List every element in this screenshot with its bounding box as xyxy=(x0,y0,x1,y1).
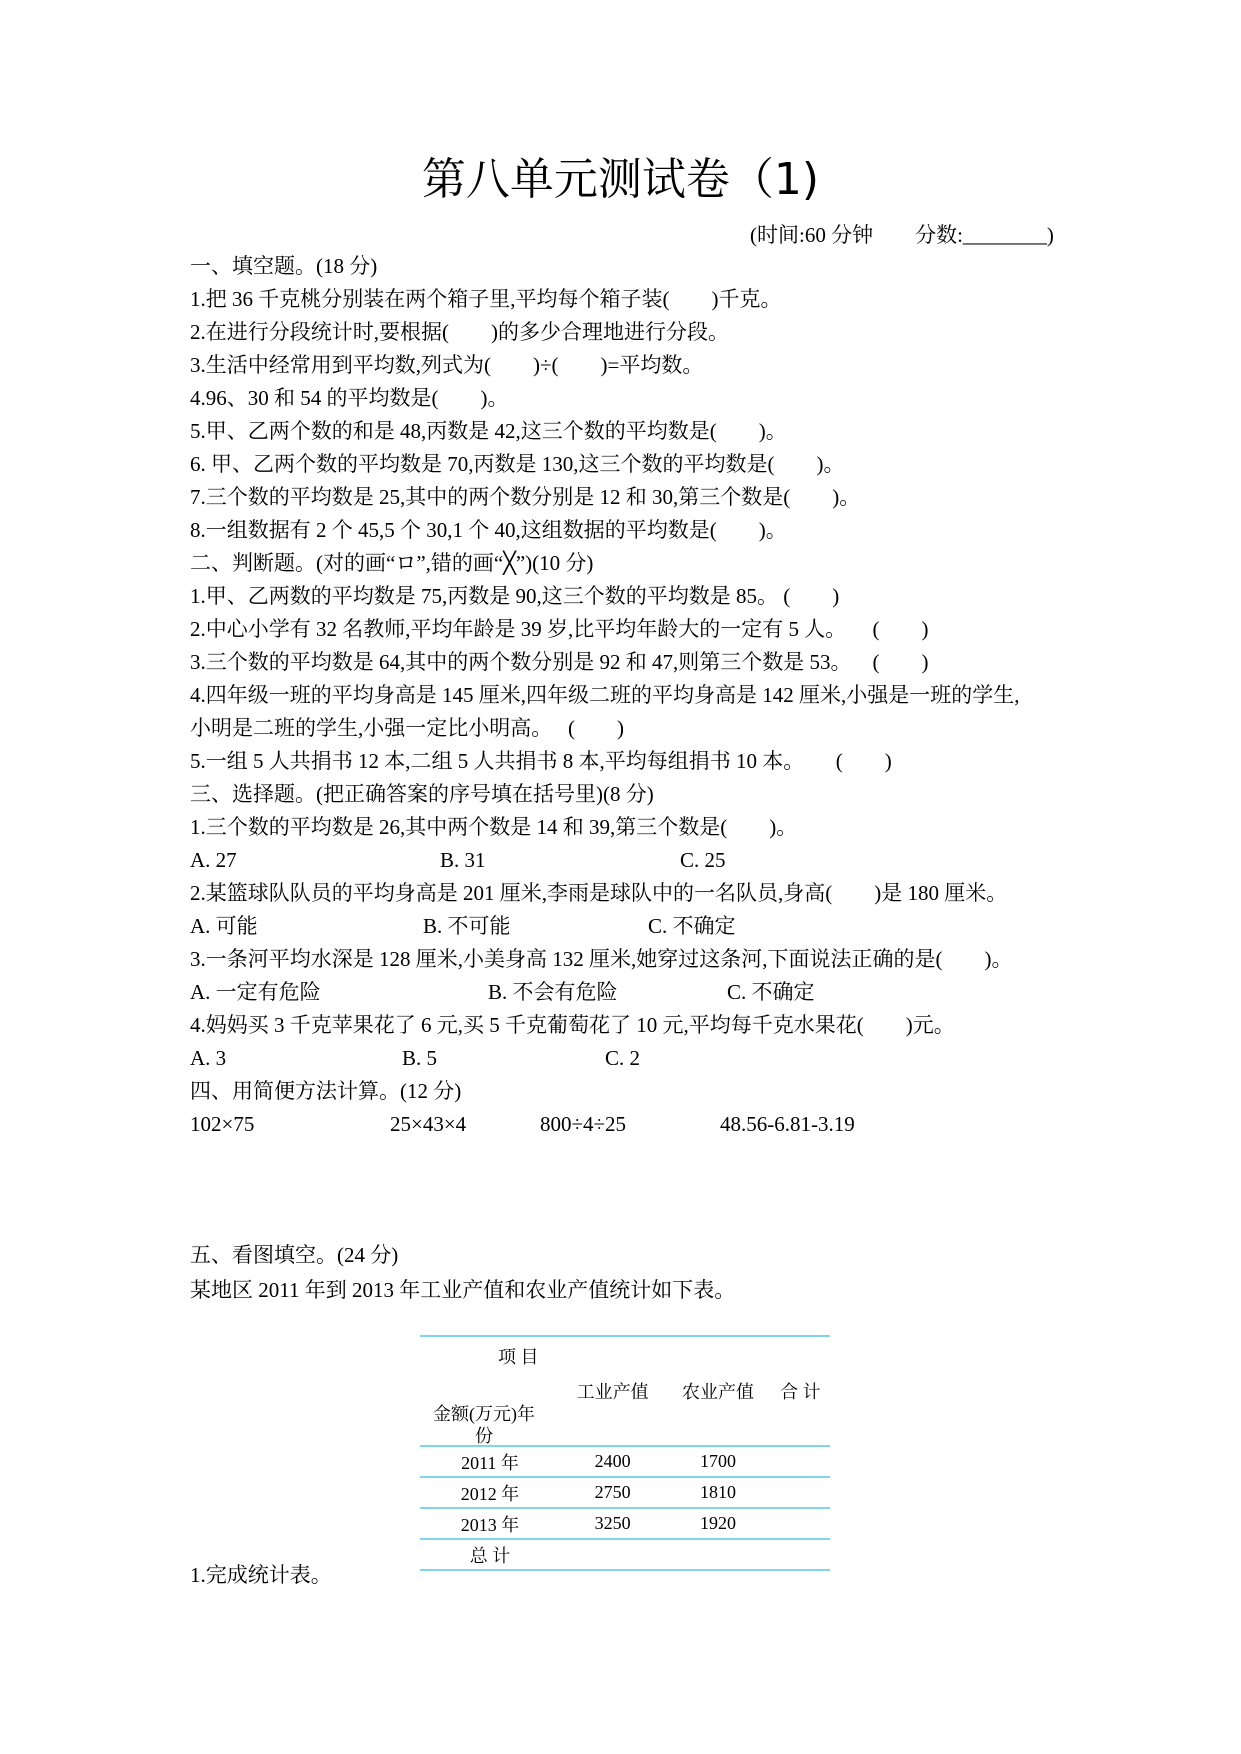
column-header-total: 合 计 xyxy=(780,1382,821,1402)
page-title: 第八单元测试卷（1) xyxy=(421,154,820,205)
header-amount-year-label: 金额(万元)年份 xyxy=(433,1404,535,1446)
q2-option-c: C. 不确定 xyxy=(648,914,736,938)
question-1-6: 6. 甲、乙两个数的平均数是 70,丙数是 130,这三个数的平均数是( )。 xyxy=(190,452,845,476)
question-3-4: 4.妈妈买 3 千克苹果花了 6 元,买 5 千克葡萄花了 10 元,平均每千克水果花( )元。 xyxy=(190,1013,955,1037)
q4-option-c: C. 2 xyxy=(605,1046,641,1070)
row-year: 2011 年 xyxy=(461,1452,519,1473)
calc-expression-1: 102×75 xyxy=(190,1112,255,1136)
section-5-heading: 五、看图填空。(24 分) xyxy=(190,1243,399,1267)
table-total-row xyxy=(420,1539,830,1570)
total-agriculture xyxy=(665,1539,770,1570)
q4-option-a: A. 3 xyxy=(190,1046,227,1070)
table-row xyxy=(420,1508,830,1539)
row-agriculture: 1810 xyxy=(700,1482,737,1502)
total-label: 总 计 xyxy=(469,1545,511,1566)
row-agriculture: 1920 xyxy=(700,1513,737,1533)
table-row xyxy=(420,1446,830,1477)
q2-option-a: A. 可能 xyxy=(190,914,258,938)
calc-expression-3: 800÷4÷25 xyxy=(540,1112,627,1136)
table-corner-header xyxy=(420,1336,560,1446)
column-header-agriculture: 农业产值 xyxy=(682,1382,755,1402)
section-4-heading: 四、用简便方法计算。(12 分) xyxy=(190,1079,462,1103)
row-industry: 2750 xyxy=(594,1482,631,1502)
column-header-industry: 工业产值 xyxy=(576,1382,649,1402)
question-1-2: 2.在进行分段统计时,要根据( )的多少合理地进行分段。 xyxy=(190,320,729,344)
section-2-heading: 二、判断题。(对的画“ロ”,错的画“╳”)(10 分) xyxy=(190,551,594,575)
question-3-2: 2.某篮球队队员的平均身高是 201 厘米,李雨是球队中的一名队员,身高( )是 180 厘米。 xyxy=(190,881,1008,905)
question-1-3: 3.生活中经常用到平均数,列式为( )÷( )=平均数。 xyxy=(190,353,704,377)
calc-expression-4: 48.56-6.81-3.19 xyxy=(720,1112,855,1136)
row-year: 2013 年 xyxy=(460,1514,520,1535)
question-2-3: 3.三个数的平均数是 64,其中的两个数分别是 92 和 47,则第三个数是 53。 ( ) xyxy=(190,650,929,674)
row-total xyxy=(771,1508,830,1539)
q1-option-a: A. 27 xyxy=(190,848,237,872)
question-1-5: 5.甲、乙两个数的和是 48,丙数是 42,这三个数的平均数是( )。 xyxy=(190,419,787,443)
question-3-3: 3.一条河平均水深是 128 厘米,小美身高 132 厘米,她穿过这条河,下面说法正确的是( )。 xyxy=(190,947,1013,971)
q3-option-c: C. 不确定 xyxy=(727,980,815,1004)
row-total xyxy=(771,1446,830,1477)
q3-option-b: B. 不会有危险 xyxy=(488,980,618,1004)
section-3-heading: 三、选择题。(把正确答案的序号填在括号里)(8 分) xyxy=(190,782,654,806)
question-2-1: 1.甲、乙两数的平均数是 75,丙数是 90,这三个数的平均数是 85。 ( ) xyxy=(190,584,840,608)
question-2-4-cont: 小明是二班的学生,小强一定比小明高。 ( ) xyxy=(190,716,624,740)
total-industry xyxy=(560,1539,665,1570)
question-1-7: 7.三个数的平均数是 25,其中的两个数分别是 12 和 30,第三个数是( )。 xyxy=(190,485,861,509)
row-industry: 2400 xyxy=(594,1451,631,1471)
question-3-1: 1.三个数的平均数是 26,其中两个数是 14 和 39,第三个数是( )。 xyxy=(190,815,798,839)
question-1-8: 8.一组数据有 2 个 45,5 个 30,1 个 40,这组数据的平均数是( )。 xyxy=(190,518,787,542)
time-score-line: (时间:60 分钟 分数:________) xyxy=(750,223,1054,247)
question-2-4: 4.四年级一班的平均身高是 145 厘米,四年级二班的平均身高是 142 厘米,小强是一班的学生, xyxy=(190,683,1020,707)
q1-option-b: B. 31 xyxy=(440,848,486,872)
q3-option-a: A. 一定有危险 xyxy=(190,980,321,1004)
row-industry: 3250 xyxy=(594,1513,631,1533)
table-header-row xyxy=(420,1336,830,1446)
question-5-1: 1.完成统计表。 xyxy=(190,1563,332,1587)
q4-option-b: B. 5 xyxy=(402,1046,438,1070)
total-sum xyxy=(771,1539,830,1570)
row-total xyxy=(771,1477,830,1508)
question-1-1: 1.把 36 千克桃分别装在两个箱子里,平均每个箱子装( )千克。 xyxy=(190,287,782,311)
question-2-2: 2.中心小学有 32 名教师,平均年龄是 39 岁,比平均年龄大的一定有 5 人。 ( ) xyxy=(190,617,929,641)
q2-option-b: B. 不可能 xyxy=(423,914,511,938)
statistics-table xyxy=(420,1335,830,1571)
header-item-label: 项 目 xyxy=(498,1347,539,1367)
question-2-5: 5.一组 5 人共捐书 12 本,二组 5 人共捐书 8 本,平均每组捐书 10 本。 ( ) xyxy=(190,749,892,773)
row-year: 2012 年 xyxy=(460,1483,520,1504)
table-row xyxy=(420,1477,830,1508)
section-5-intro: 某地区 2011 年到 2013 年工业产值和农业产值统计如下表。 xyxy=(190,1278,736,1302)
calc-expression-2: 25×43×4 xyxy=(390,1112,467,1136)
row-agriculture: 1700 xyxy=(700,1451,737,1471)
question-1-4: 4.96、30 和 54 的平均数是( )。 xyxy=(190,386,509,410)
section-1-heading: 一、填空题。(18 分) xyxy=(190,254,378,278)
q1-option-c: C. 25 xyxy=(680,848,726,872)
